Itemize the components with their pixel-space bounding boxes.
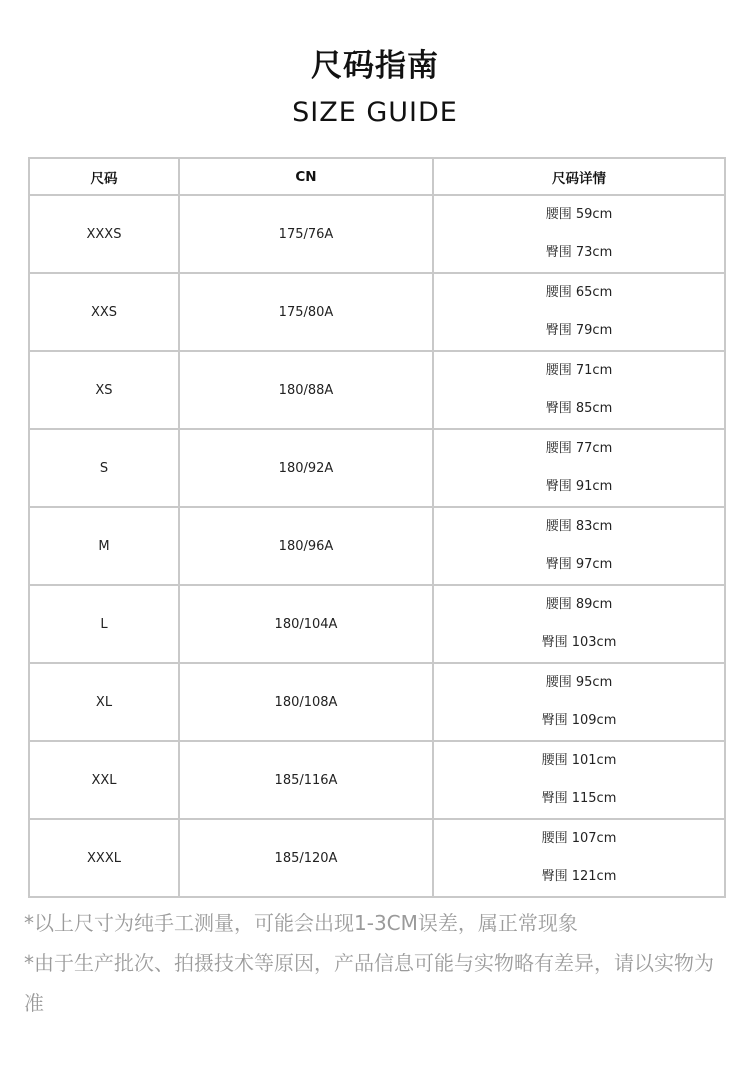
detail-cell [433, 741, 725, 819]
waist-measure: 腰围 83cm [545, 519, 613, 534]
size-cell: XS [29, 351, 179, 429]
table-row [29, 663, 725, 741]
table-row [29, 819, 725, 897]
waist-measure: 腰围 65cm [545, 285, 613, 300]
hip-measure: 臀围 109cm [541, 713, 617, 728]
waist-measure: 腰围 95cm [545, 675, 613, 690]
hip-measure: 臀围 103cm [541, 635, 617, 650]
cn-cell: 180/88A [179, 351, 433, 429]
note-measurement-error: *以上尺寸为纯手工测量，可能会出现1-3CM误差，属正常现象 [24, 911, 578, 935]
table-header-row [29, 158, 725, 195]
detail-cell [433, 585, 725, 663]
cn-cell: 180/96A [179, 507, 433, 585]
hip-measure: 臀围 85cm [545, 401, 613, 416]
detail-cell [433, 351, 725, 429]
table-row [29, 585, 725, 663]
waist-measure: 腰围 71cm [545, 363, 613, 378]
size-cell: S [29, 429, 179, 507]
size-cell: XXS [29, 273, 179, 351]
table-row [29, 273, 725, 351]
detail-cell [433, 507, 725, 585]
waist-measure: 腰围 77cm [545, 441, 613, 456]
size-table [28, 157, 726, 898]
cn-cell: 185/120A [179, 819, 433, 897]
hip-measure: 臀围 79cm [545, 323, 613, 338]
size-cell: M [29, 507, 179, 585]
detail-cell [433, 195, 725, 273]
detail-cell [433, 429, 725, 507]
page-title-cn: 尺码指南 [311, 48, 439, 84]
cn-cell: 180/92A [179, 429, 433, 507]
measurement-notes [24, 903, 726, 1023]
cn-cell: 180/104A [179, 585, 433, 663]
size-cell: XXL [29, 741, 179, 819]
size-cell: XL [29, 663, 179, 741]
size-cell: L [29, 585, 179, 663]
column-header-cn: CN [179, 158, 433, 195]
column-header-detail: 尺码详情 [433, 158, 725, 195]
waist-measure: 腰围 101cm [541, 753, 617, 768]
hip-measure: 臀围 121cm [541, 869, 617, 884]
table-row [29, 741, 725, 819]
detail-cell [433, 819, 725, 897]
note-product-difference: *由于生产批次、拍摄技术等原因，产品信息可能与实物略有差异，请以实物为准 [24, 951, 714, 1015]
detail-cell [433, 663, 725, 741]
hip-measure: 臀围 115cm [541, 791, 617, 806]
cn-cell: 175/80A [179, 273, 433, 351]
hip-measure: 臀围 91cm [545, 479, 613, 494]
hip-measure: 臀围 97cm [545, 557, 613, 572]
size-cell: XXXL [29, 819, 179, 897]
waist-measure: 腰围 89cm [545, 597, 613, 612]
table-row [29, 351, 725, 429]
detail-cell [433, 273, 725, 351]
cn-cell: 175/76A [179, 195, 433, 273]
table-row [29, 507, 725, 585]
table-row [29, 195, 725, 273]
waist-measure: 腰围 107cm [541, 831, 617, 846]
page-title-en: SIZE GUIDE [292, 97, 458, 128]
hip-measure: 臀围 73cm [545, 245, 613, 260]
column-header-size: 尺码 [29, 158, 179, 195]
size-cell: XXXS [29, 195, 179, 273]
table-row [29, 429, 725, 507]
waist-measure: 腰围 59cm [545, 207, 613, 222]
cn-cell: 185/116A [179, 741, 433, 819]
cn-cell: 180/108A [179, 663, 433, 741]
